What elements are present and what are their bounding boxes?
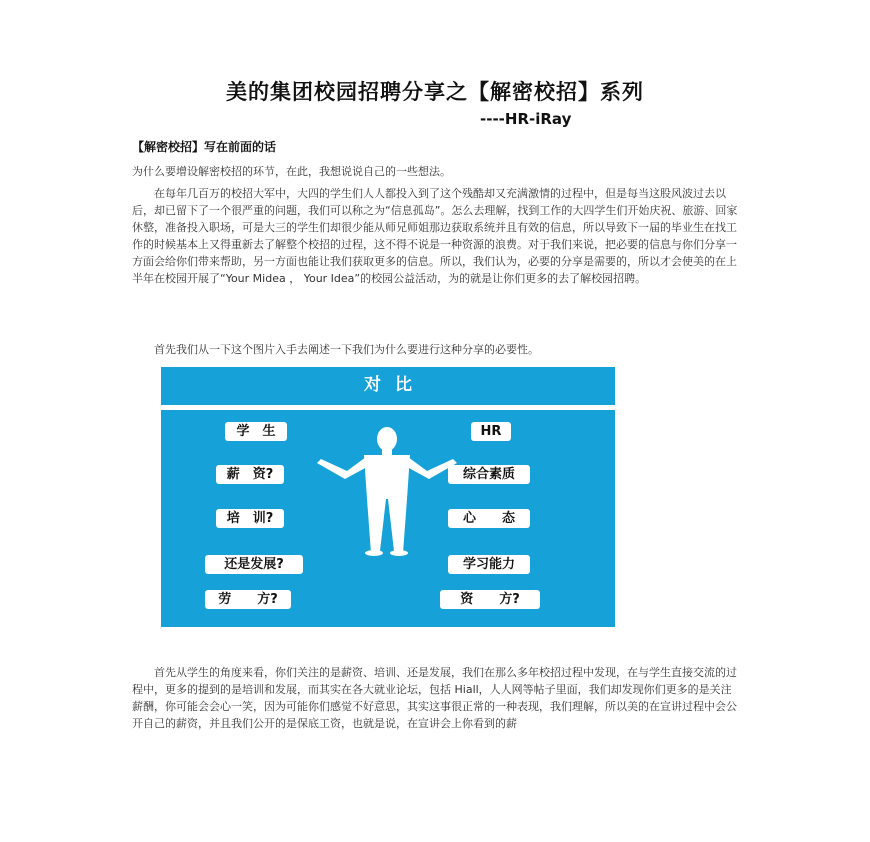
figure-header: 对比 — [364, 375, 426, 395]
comparison-figure — [161, 367, 615, 627]
tag-mindset: 心 态 — [448, 509, 530, 528]
section-heading: 【解密校招】写在前面的话 — [132, 140, 277, 154]
paragraph-intro: 为什么要增设解密校招的环节，在此，我想说说自己的一些想法。 — [132, 165, 451, 178]
document-title: 美的集团校园招聘分享之【解密校招】系列 — [226, 80, 644, 104]
author-byline: ----HR-iRay — [480, 110, 572, 128]
tag-employer: 资 方? — [440, 590, 540, 609]
tag-salary: 薪 资? — [216, 465, 284, 484]
paragraph-figure-lead: 首先我们从一下这个图片入手去阐述一下我们为什么要进行这种分享的必要性。 — [154, 343, 539, 356]
tag-labor: 劳 方? — [205, 590, 291, 609]
tag-hr: HR — [471, 422, 511, 441]
shrugging-person-icon — [161, 367, 615, 627]
tag-training: 培 训? — [216, 509, 284, 528]
tag-development: 还是发展? — [205, 555, 303, 574]
tag-overall-quality: 综合素质 — [448, 465, 530, 484]
tag-student: 学 生 — [225, 422, 287, 441]
paragraph-student-view: 首先从学生的角度来看，你们关注的是薪资、培训、还是发展，我们在那么多年校招过程中发现，在与学生直接交流的过程中，更多的提到的是培训和发展，而其实在各大就业论坛，包括 Hiall，人人网等帖子里面，我们却发现你们更多的是关注薪酬，你可能会会心一笑，因为可能你们感觉不好意思，其实这事很正常的一种表现，我们理解，所以美的在宣讲过程中会公开自己的薪资，并且我们公开的是保底工资，也就是说，在宣讲会上你看到的薪 — [132, 666, 737, 730]
paragraph-body: 在每年几百万的校招大军中，大四的学生们人人都投入到了这个残酷却又充满激情的过程中，但是每当这股风波过去以后，却已留下了一个很严重的问题，我们可以称之为“信息孤岛”。怎么去理解，找到工作的大四学生们开始庆祝、旅游、回家休整，准备投入职场，可是大三的学生们却很少能从师兄师姐那边获取系统并且有效的信息，所以导致下一届的毕业生在找工作的时候基本上又得重新去了解整个校招的过程，这不得不说是一种资源的浪费。对于我们来说，把必要的信息与你们分享一方面会给你们带来帮助，另一方面也能让我们获取更多的信息。所以，我们认为，必要的分享是需要的，所以才会使美的在上半年在校园开展了“Your Midea ， Your Idea”的校园公益活动，为的就是让你们更多的去了解校园招聘。 — [132, 187, 738, 285]
tag-learning-ability: 学习能力 — [448, 555, 530, 574]
